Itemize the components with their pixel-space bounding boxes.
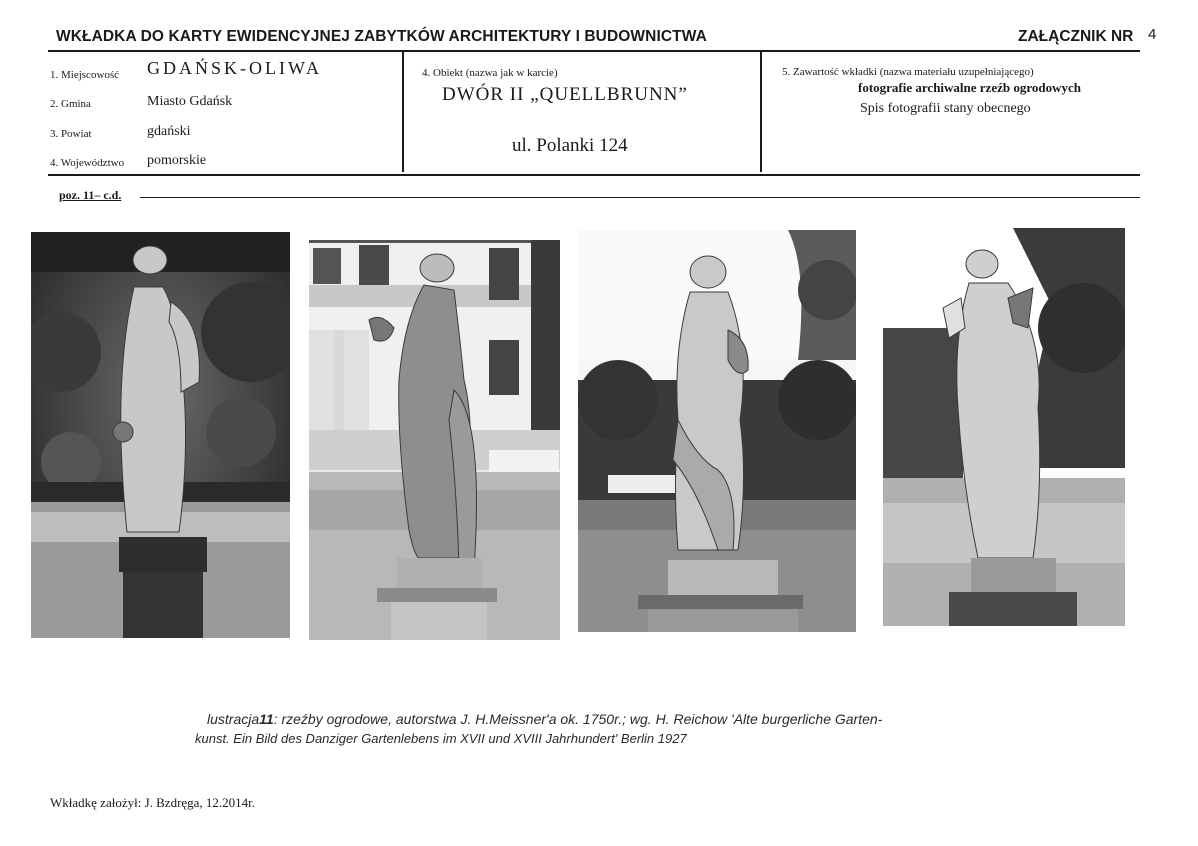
form-divider-2 [760, 51, 762, 172]
annex-number: 4 [1148, 26, 1157, 43]
sculpture-photo-3 [578, 230, 856, 632]
sculpture-photo-1 [31, 232, 290, 638]
contents-line-2: Spis fotografii stany obecnego [860, 101, 1031, 116]
contents-label: 5. Zawartość wkładki (nazwa materiału uzupełniającego) [782, 66, 1034, 78]
position-rule [140, 197, 1140, 198]
voivodeship-label: 4. Województwo [50, 157, 125, 169]
commune-value: Miasto Gdańsk [147, 94, 233, 109]
locality-label: 1. Miejscowość [50, 69, 120, 81]
object-label: 4. Obiekt (nazwa jak w karcie) [422, 67, 558, 79]
caption-number: 11 [259, 711, 274, 727]
object-name: DWÓR II „QUELLBRUNN” [442, 84, 688, 105]
sculpture-photo-4 [883, 228, 1125, 626]
position-number: poz. 11– c.d. [59, 188, 122, 202]
form-divider-1 [402, 51, 404, 172]
district-label: 3. Powiat [50, 128, 92, 140]
contents-line-1: fotografie archiwalne rzeźb ogrodowych [858, 80, 1081, 95]
caption-text: : rzeźby ogrodowe, autorstwa J. H.Meissner'a ok. 1750r.; wg. H. Reichow 'Alte burgerliche Garten- [273, 711, 883, 727]
form-bottom-rule [48, 174, 1140, 176]
document-title: WKŁADKA DO KARTY EWIDENCYJNEJ ZABYTKÓW ARCHITEKTURY I BUDOWNICTWA [56, 28, 707, 45]
annex-label: ZAŁĄCZNIK NR [1018, 28, 1134, 45]
caption-prefix: lustracja [207, 711, 260, 727]
object-address: ul. Polanki 124 [512, 135, 628, 156]
sculpture-photo-2 [309, 240, 560, 640]
commune-label: 2. Gmina [50, 98, 91, 110]
caption-line-1 [207, 710, 987, 729]
locality-value: GDAŃSK-OLIWA [147, 58, 322, 78]
header-rule [48, 50, 1140, 52]
district-value: gdański [147, 124, 191, 139]
caption-line-2: kunst. Ein Bild des Danziger Gartenlebens im XVII und XVIII Jahrhundert' Berlin 1927 [195, 731, 687, 746]
author-note: Wkładkę założył: J. Bzdręga, 12.2014r. [50, 795, 256, 810]
voivodeship-value: pomorskie [147, 153, 207, 168]
